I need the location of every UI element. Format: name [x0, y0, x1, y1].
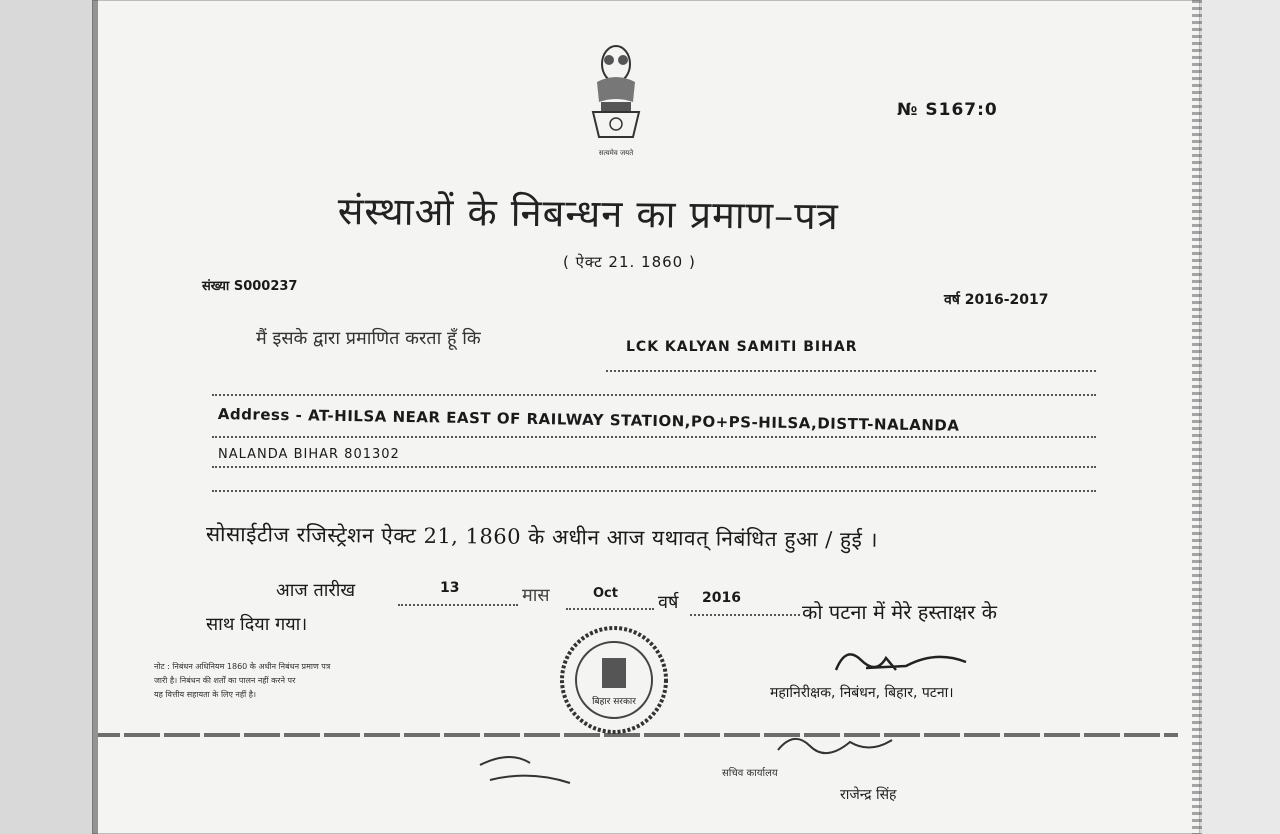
- given-text: साथ दिया गया।: [206, 614, 308, 635]
- dotted-line-2: [212, 394, 1096, 396]
- month-dotted-line: [566, 608, 654, 610]
- secondary-signature-icon: [770, 726, 900, 762]
- bottom-office-text: सचिव कार्यालय: [722, 768, 778, 779]
- svg-text:बिहार सरकार: बिहार सरकार: [592, 697, 636, 707]
- address-line-1: Address - AT-HILSA NEAR EAST OF RAILWAY STATION,PO+PS-HILSA,DISTT-NALANDA: [217, 405, 960, 435]
- sheet-left-edge: [92, 0, 98, 834]
- date-year: 2016: [702, 590, 741, 606]
- inspector-title: महानिरीक्षक, निबंधन, बिहार, पटना।: [770, 685, 954, 701]
- background-margin: [1202, 0, 1280, 834]
- certificate-number: № S167:0: [897, 100, 998, 120]
- day-dotted-line: [398, 604, 518, 606]
- torn-edge-divider: [98, 733, 1178, 737]
- dotted-line-5: [212, 490, 1096, 492]
- dotted-line-4: [212, 466, 1096, 468]
- official-seal-icon: [558, 624, 670, 736]
- handwritten-mark-icon: [470, 745, 590, 795]
- signature-place-text: को पटना में मेरे हस्ताक्षर के: [802, 600, 998, 624]
- month-label: मास: [522, 585, 550, 606]
- certificate-title: संस्थाओं के निबन्धन का प्रमाण–पत्र: [337, 188, 839, 239]
- date-label: आज तारीख: [276, 580, 356, 601]
- registration-statement: सोसाईटीज रजिस्ट्रेशन ऐक्ट 21, 1860 के अधीन आज यथावत् निबंधित हुआ / हुई ।: [205, 521, 879, 552]
- footnote-text: नोट : निबंधन अधिनियम 1860 के अधीन निबंधन प्रमाण पत्र जारी है। निबंधन की शर्तों का पालन नहीं करने पर यह वित्तीय सहायता के लिए नहीं है।: [154, 662, 331, 699]
- society-name: LCK KALYAN SAMITI BIHAR: [626, 339, 858, 355]
- inspector-signature-icon: [826, 640, 976, 680]
- registration-serial: संख्या S000237: [202, 279, 298, 294]
- dotted-line-3: [212, 436, 1096, 438]
- certify-text: मैं इसके द्वारा प्रमाणित करता हूँ कि: [256, 328, 481, 349]
- sheet-right-edge: [1192, 0, 1202, 834]
- date-month: Oct: [593, 586, 618, 601]
- year-label: वर्ष: [658, 592, 679, 613]
- date-day: 13: [440, 580, 460, 596]
- address-line-2: NALANDA BIHAR 801302: [218, 447, 400, 462]
- ashoka-emblem-icon: [583, 42, 649, 162]
- year-dotted-line: [690, 614, 800, 616]
- bottom-name-text: राजेन्द्र सिंह: [840, 787, 897, 803]
- name-dotted-line: [606, 370, 1096, 372]
- svg-text:सत्यमेव जयते: सत्यमेव जयते: [598, 149, 634, 157]
- registration-year: वर्ष 2016-2017: [944, 292, 1049, 308]
- act-reference: ( ऐक्ट 21. 1860 ): [563, 253, 696, 271]
